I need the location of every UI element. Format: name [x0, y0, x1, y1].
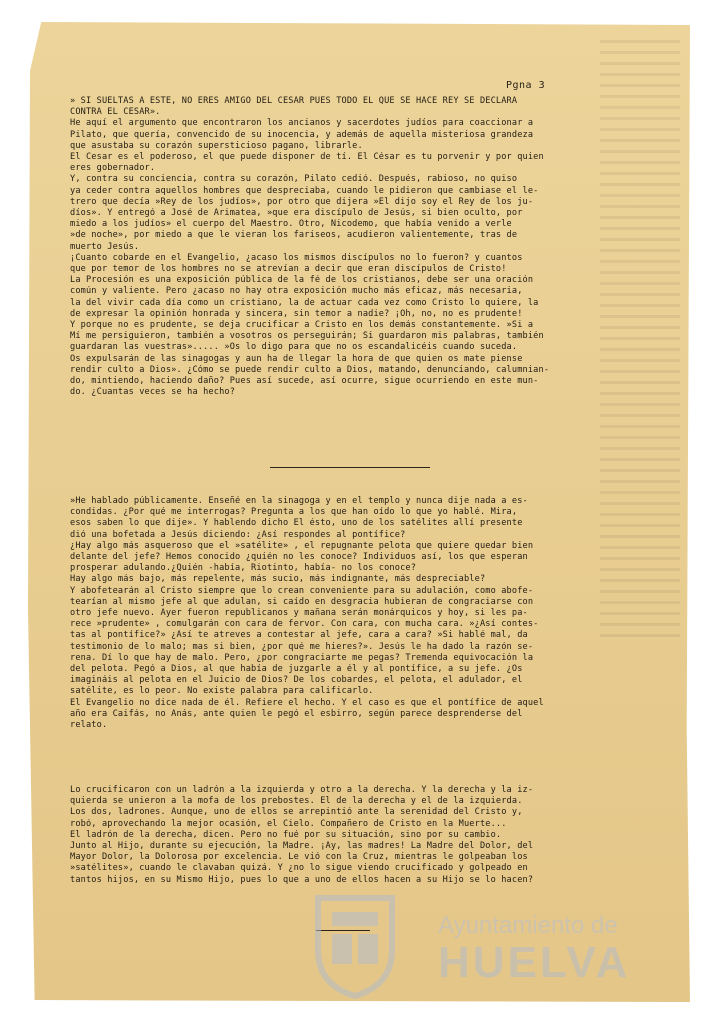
text-line: »satélites», cuando le clavaban quizá. Y ¿no lo sigue viendo crucificado y golpeado en: [70, 863, 528, 874]
text-line: ¡Cuanto cobarde en el Evangelio, ¿acaso los mismos discípulos no lo fueron? y cuantos: [70, 252, 523, 263]
watermark-line1: Ayuntamiento de: [438, 912, 618, 939]
text-line: del pelota. Pegó a Dios, al que había de juzgarle a él y al pontífice, a su jefe. ¿Os: [70, 664, 523, 675]
text-block-3: [70, 785, 656, 886]
text-line: Lo crucificaron con un ladrón a la izquierda y otro a la derecha. Y la derecha y la iz-: [70, 785, 534, 795]
text-line: Y abofetearán al Cristo siempre que lo crean conveniente para su adulación, como abofe-: [70, 585, 534, 596]
text-line: Los dos, ladrones. Aunque, uno de ellos se arrepintió ante la serenidad del Cristo y,: [70, 807, 523, 818]
text-line: esos saben lo que dije». Y hablendo dicho El ésto, uno de los satélites allí presente: [70, 518, 523, 529]
text-line: que por temor de los hombres no se atrevían a decir que eran discípulos de Cristo!: [70, 264, 507, 275]
text-line: Hay algo más bajo, más repelente, más sucio, más indignante, más despreciable?: [70, 574, 486, 585]
city-shield-icon: [310, 890, 400, 1000]
text-line: rena. Dí lo que hay de malo. Pero, ¿por congraciarte me pegas? Tremenda equivocación la: [70, 652, 534, 663]
text-line: ya ceder contra aquellos hombres que despreciaba, cuando le pidieron que cambiase el le-: [70, 185, 539, 196]
text-line: prosperar adulando.¿Quién -había, Riotinto, había- no los conoce?: [70, 563, 417, 574]
text-line: »de noche», por miedo a que le vieran los fariseos, acudieron valientemente, tras de: [70, 230, 518, 241]
text-line: La Procesión es una exposición pública de la fé de los cristianos, debe ser una oración: [70, 275, 534, 286]
text-line: rendir culto a Dios». ¿Cómo se puede rendir culto a Dios, matando, denunciando, calumnian-: [70, 364, 550, 375]
text-line: año era Caifás, no Anás, ante quien le pegó el esbirro, según parece desprenderse del: [70, 708, 523, 719]
text-line: He aquí el argumento que encontraron los ancianos y sacerdotes judíos para coaccionar a: [70, 118, 534, 129]
text-line: Mí me persiguieron, también a vosotros os perseguirán; Si guardaron mis palabras, también: [70, 331, 544, 342]
text-line: »He hablado públicamente. Enseñé en la sinagoga y en el templo y nunca dije nada a es-: [70, 496, 528, 506]
text-line: otro jefe nuevo. Ayer fueron republicanos y mañana serán monárquicos y hoy, si les pa-: [70, 608, 528, 619]
text-line: relato.: [70, 720, 108, 731]
text-line: » SI SUELTAS A ESTE, NO ERES AMIGO DEL CESAR PUES TODO EL QUE SE HACE REY SE DECLARA: [70, 96, 518, 106]
text-line: eres gobernador.: [70, 163, 156, 174]
text-line: El Cesar es el poderoso, el que puede disponer de tí. El César es tu porvenir y por quien: [70, 152, 544, 163]
page-number: Pgna 3: [506, 80, 546, 91]
text-block-2: [70, 496, 656, 731]
text-line: tearían al mismo jefe al que adulan, si caído en desgracia hubieran de congraciarse con: [70, 596, 534, 607]
text-line: Y, contra su conciencia, contra su corazón, Pilato cedió. Después, rabioso, no quiso: [70, 174, 518, 185]
text-line: díos». Y entregó a José de Arimatea, »que era discípulo de Jesús, si bien oculto, por: [70, 208, 523, 219]
text-line: de expresar la opinión honrada y sincera, sin temor a nadie? ¡Oh, no, no es prudente!: [70, 308, 523, 319]
text-line: do, mintiendo, haciendo daño? Pues así sucede, así ocurre, sigue ocurriendo en este mun-: [70, 376, 539, 387]
text-line: El ladrón de la derecha, dicen. Pero no fué por su situación, sino por su cambio.: [70, 829, 502, 840]
text-line: Os expulsarán de las sinagogas y aun ha de llegar la hora de que quien os mate piense: [70, 353, 523, 364]
text-line: do. ¿Cuantas veces se ha hecho?: [70, 387, 236, 398]
text-line: condidas. ¿Por qué me interrogas? Pregunta a los que han oído lo que yo hablé. Mira,: [70, 507, 518, 518]
text-line: El Evangelio no dice nada de él. Refiere el hecho. Y el caso es que el pontífice de aquel: [70, 697, 544, 708]
text-block-1: [70, 96, 656, 398]
text-line: satélite, es lo peor. No existe palabra para calificarlo.: [70, 686, 374, 697]
text-line: Mayor Dolor, la Dolorosa por excelencia. Le vió con la Cruz, mientras le golpeaban los: [70, 852, 528, 863]
text-line: Y porque no es prudente, se deja crucificar a Cristo en los demás constantemente. »Si a: [70, 320, 534, 331]
text-line: Junto al Hijo, durante su ejecución, la Madre. ¡Ay, las madres! La Madre del Dolor, del: [70, 841, 534, 852]
text-line: tantos hijos, en su Mismo Hijo, pues lo que a uno de ellos hacen a su Hijo se lo hacen?: [70, 874, 534, 885]
text-line: CONTRA EL CESAR».: [70, 107, 161, 118]
archive-watermark: [310, 890, 640, 1000]
text-line: robó, aprovechando la mejor ocasión, el Cielo. Compañero de Cristo en la Muerte...: [70, 818, 507, 829]
text-line: dió una bofetada a Jesús diciendo: ¿Así respondes al pontífice?: [70, 529, 406, 540]
text-line: quierda se unieron a la mofa de los prebostes. El de la derecha y el de la izquierda.: [70, 796, 523, 807]
text-line: miedo a los judíos» el cuerpo del Maestro. Otro, Nicodemo, que había venido a verle: [70, 219, 512, 230]
text-line: muerto Jesús.: [70, 241, 140, 252]
text-line: tas al pontífice?» ¿Así te atreves a contestar al jefe, cara a cara? »Si hablé mal, da: [70, 630, 528, 641]
text-line: ¿Hay algo más asqueroso que el »satélite» , el repugnante pelota que quiere quedar bien: [70, 540, 534, 551]
text-line: delante del jefe? Hemos conocido ¿quién no les conoce? Individuos así, los que esperan: [70, 552, 528, 563]
text-line: común y valiente. Pero ¿acaso no hay otra exposición mucho más eficaz, más necesaria,: [70, 286, 523, 297]
text-line: testimonio de lo malo; mas si bien, ¿por qué me hieres?». Jesús le ha dado la razón se-: [70, 641, 534, 652]
text-line: rece »prudente» , comulgarán con cara de fervor. Con cara, con mucha cara. »¿Así contes-: [70, 619, 539, 630]
text-line: la del vivir cada día como un cristiano, la de actuar cada vez como Cristo lo quiere, la: [70, 297, 539, 308]
text-line: imagináis al pelota en el Juicio de Dios? De los cobardes, el pelota, el adulador, el: [70, 675, 523, 686]
text-line: trero que decía »Rey de los judíos», por otro que dijera »El dijo soy el Rey de los ju-: [70, 196, 534, 207]
text-line: Pilato, que quería, convencido de su inocencia, y además de aquella misteriosa grandeza: [70, 129, 534, 140]
text-line: que asustaba su corazón supersticioso pagano, librarle.: [70, 140, 363, 151]
section-divider: [270, 467, 430, 468]
watermark-line2: HUELVA: [438, 938, 631, 987]
text-line: guardaran las vuestras»..... »Os lo digo para que no os escandalicéis cuando suceda.: [70, 342, 518, 353]
